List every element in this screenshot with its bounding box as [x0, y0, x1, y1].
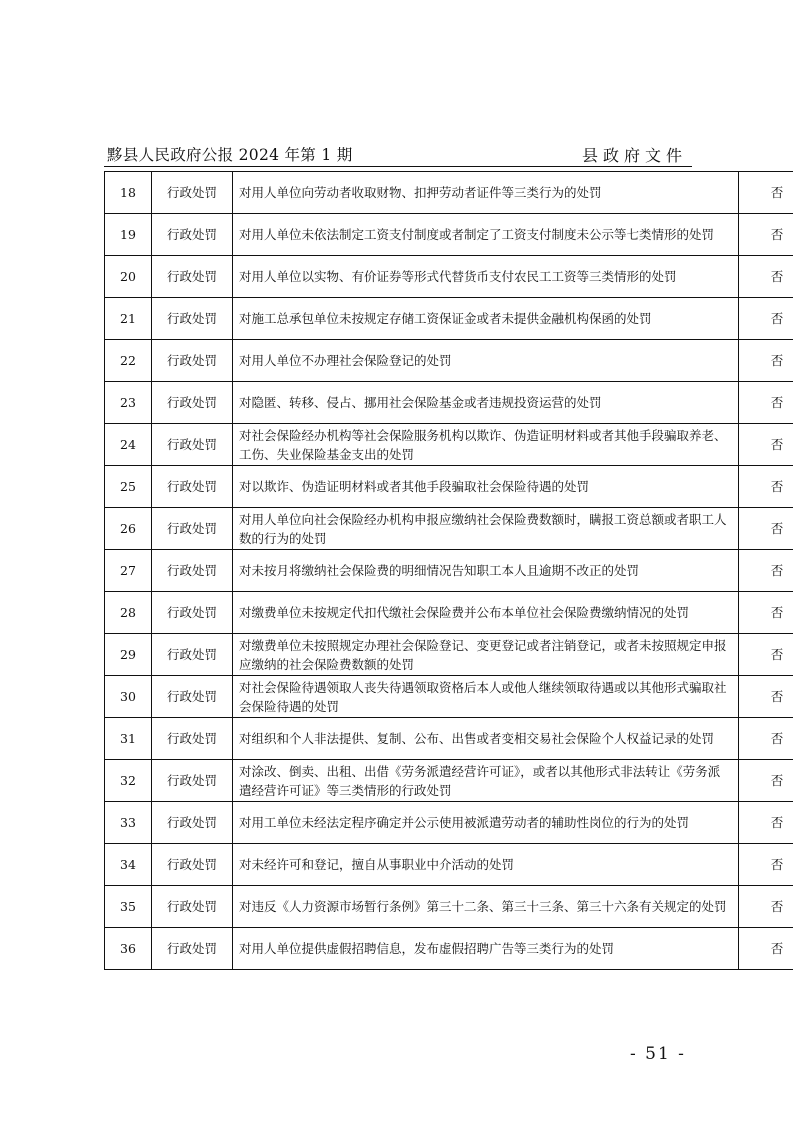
row-item: 对社会保险待遇领取人丧失待遇领取资格后本人或他人继续领取待遇或以其他形式骗取社会保险待遇的处罚: [233, 676, 739, 718]
row-category: 行政处罚: [152, 928, 233, 970]
bulletin-title: 黟县人民政府公报 2024 年第 1 期: [107, 146, 353, 164]
row-flag: 否: [739, 844, 793, 886]
row-number: 21: [105, 298, 152, 340]
row-flag: 否: [739, 802, 793, 844]
row-item: 对用工单位未经法定程序确定并公示使用被派遣劳动者的辅助性岗位的行为的处罚: [233, 802, 739, 844]
row-number: 22: [105, 340, 152, 382]
row-flag: 否: [739, 340, 793, 382]
row-category: 行政处罚: [152, 760, 233, 802]
table-row: [105, 466, 793, 508]
row-flag: 否: [739, 424, 793, 466]
row-item: 对涂改、倒卖、出租、出借《劳务派遣经营许可证》，或者以其他形式非法转让《劳务派遣经营许可证》等三类情形的行政处罚: [233, 760, 739, 802]
row-item: 对缴费单位未按规定代扣代缴社会保险费并公布本单位社会保险费缴纳情况的处罚: [233, 592, 739, 634]
table-row: [105, 718, 793, 760]
row-flag: 否: [739, 928, 793, 970]
table-row: [105, 592, 793, 634]
penalty-table: [104, 171, 793, 970]
row-item: 对以欺诈、伪造证明材料或者其他手段骗取社会保险待遇的处罚: [233, 466, 739, 508]
table-row: [105, 508, 793, 550]
row-item: 对用人单位未依法制定工资支付制度或者制定了工资支付制度未公示等七类情形的处罚: [233, 214, 739, 256]
row-category: 行政处罚: [152, 844, 233, 886]
row-number: 30: [105, 676, 152, 718]
table-row: [105, 760, 793, 802]
row-number: 33: [105, 802, 152, 844]
table-row: [105, 928, 793, 970]
row-item: 对缴费单位未按照规定办理社会保险登记、变更登记或者注销登记，或者未按照规定申报应缴纳的社会保险费数额的处罚: [233, 634, 739, 676]
row-number: 27: [105, 550, 152, 592]
row-number: 19: [105, 214, 152, 256]
row-number: 35: [105, 886, 152, 928]
table-row: [105, 634, 793, 676]
row-category: 行政处罚: [152, 802, 233, 844]
row-flag: 否: [739, 214, 793, 256]
row-category: 行政处罚: [152, 298, 233, 340]
row-category: 行政处罚: [152, 550, 233, 592]
row-item: 对施工总承包单位未按规定存储工资保证金或者未提供金融机构保函的处罚: [233, 298, 739, 340]
row-category: 行政处罚: [152, 340, 233, 382]
row-number: 25: [105, 466, 152, 508]
row-category: 行政处罚: [152, 424, 233, 466]
row-number: 18: [105, 172, 152, 214]
header-divider: [104, 166, 692, 167]
row-number: 23: [105, 382, 152, 424]
row-category: 行政处罚: [152, 256, 233, 298]
section-label: 县政府文件: [581, 146, 687, 165]
row-category: 行政处罚: [152, 718, 233, 760]
row-flag: 否: [739, 676, 793, 718]
row-item: 对组织和个人非法提供、复制、公布、出售或者变相交易社会保险个人权益记录的处罚: [233, 718, 739, 760]
row-number: 20: [105, 256, 152, 298]
row-item: 对用人单位以实物、有价证券等形式代替货币支付农民工工资等三类情形的处罚: [233, 256, 739, 298]
row-item: 对隐匿、转移、侵占、挪用社会保险基金或者违规投资运营的处罚: [233, 382, 739, 424]
table-row: [105, 298, 793, 340]
table-row: [105, 424, 793, 466]
row-flag: 否: [739, 172, 793, 214]
row-category: 行政处罚: [152, 592, 233, 634]
page-number: - 51 -: [630, 1044, 686, 1064]
table-body: [105, 172, 793, 970]
row-category: 行政处罚: [152, 466, 233, 508]
row-item: 对用人单位向社会保险经办机构申报应缴纳社会保险费数额时，瞒报工资总额或者职工人数的行为的处罚: [233, 508, 739, 550]
table-row: [105, 802, 793, 844]
row-category: 行政处罚: [152, 886, 233, 928]
row-category: 行政处罚: [152, 508, 233, 550]
row-number: 26: [105, 508, 152, 550]
row-item: 对社会保险经办机构等社会保险服务机构以欺诈、伪造证明材料或者其他手段骗取养老、工伤、失业保险基金支出的处罚: [233, 424, 739, 466]
row-category: 行政处罚: [152, 214, 233, 256]
row-category: 行政处罚: [152, 676, 233, 718]
row-number: 36: [105, 928, 152, 970]
table-row: [105, 382, 793, 424]
row-flag: 否: [739, 256, 793, 298]
row-item: 对用人单位向劳动者收取财物、扣押劳动者证件等三类行为的处罚: [233, 172, 739, 214]
row-flag: 否: [739, 634, 793, 676]
row-item: 对用人单位提供虚假招聘信息，发布虚假招聘广告等三类行为的处罚: [233, 928, 739, 970]
row-flag: 否: [739, 760, 793, 802]
row-flag: 否: [739, 592, 793, 634]
row-number: 29: [105, 634, 152, 676]
running-header: [107, 143, 689, 167]
row-flag: 否: [739, 466, 793, 508]
table-row: [105, 886, 793, 928]
row-flag: 否: [739, 508, 793, 550]
row-flag: 否: [739, 298, 793, 340]
row-flag: 否: [739, 550, 793, 592]
row-number: 28: [105, 592, 152, 634]
row-flag: 否: [739, 886, 793, 928]
table-row: [105, 172, 793, 214]
table-row: [105, 256, 793, 298]
row-flag: 否: [739, 718, 793, 760]
row-category: 行政处罚: [152, 172, 233, 214]
table-row: [105, 844, 793, 886]
row-category: 行政处罚: [152, 382, 233, 424]
table-row: [105, 550, 793, 592]
row-number: 24: [105, 424, 152, 466]
row-item: 对用人单位不办理社会保险登记的处罚: [233, 340, 739, 382]
row-number: 32: [105, 760, 152, 802]
row-item: 对违反《人力资源市场暂行条例》第三十二条、第三十三条、第三十六条有关规定的处罚: [233, 886, 739, 928]
row-item: 对未按月将缴纳社会保险费的明细情况告知职工本人且逾期不改正的处罚: [233, 550, 739, 592]
table-row: [105, 214, 793, 256]
table-row: [105, 340, 793, 382]
row-number: 31: [105, 718, 152, 760]
row-flag: 否: [739, 382, 793, 424]
row-category: 行政处罚: [152, 634, 233, 676]
row-number: 34: [105, 844, 152, 886]
row-item: 对未经许可和登记，擅自从事职业中介活动的处罚: [233, 844, 739, 886]
table-row: [105, 676, 793, 718]
